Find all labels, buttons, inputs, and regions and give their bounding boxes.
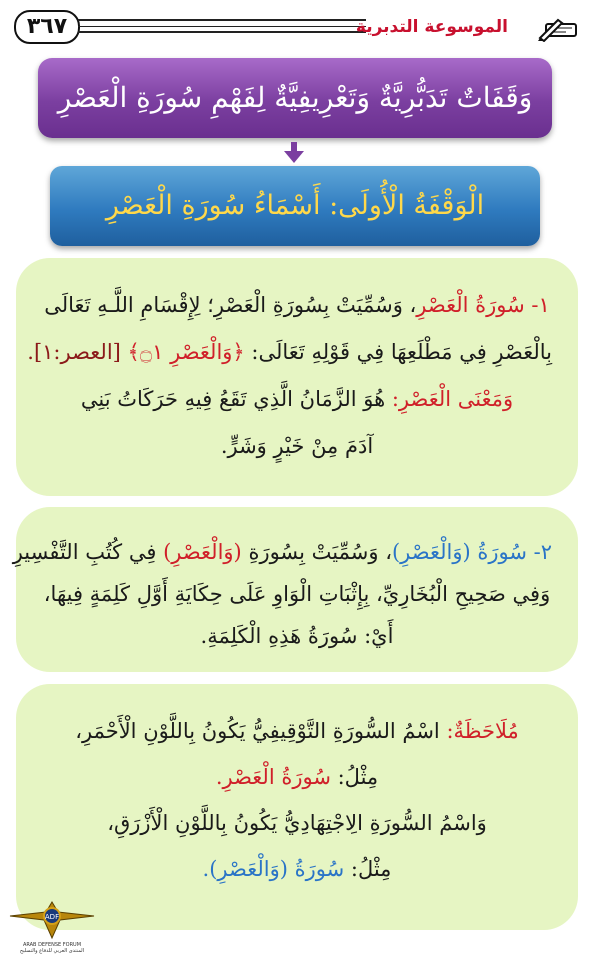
logo-text-ar: المنتدى العربي للدفاع والتسليح (19, 948, 85, 954)
forum-logo-icon (6, 898, 98, 942)
body-text: ، وَسُمِّيَتْ بِسُورَةِ (241, 540, 392, 564)
text-line (42, 376, 552, 423)
meaning-label: وَمَعْنَى الْعَصْرِ: (391, 387, 514, 411)
note-card (16, 684, 578, 930)
text-line (42, 708, 552, 754)
text-line (42, 754, 552, 800)
name-card-1 (16, 258, 578, 496)
body-text: بِالْعَصْرِ فِي مَطْلَعِهَا فِي قَوْلِهِ تَعَالَى: (244, 340, 552, 364)
text-line (27, 329, 552, 376)
body-text: آدَمَ مِنْ خَيْرٍ وَشَرٍّ. (220, 434, 374, 458)
name-card-2 (12, 507, 578, 672)
header-rule (78, 19, 366, 21)
surah-name-blue: سُورَةُ (وَالْعَصْرِ). (202, 857, 345, 881)
body-text: ، وَسُمِّيَتْ بِسُورَةِ الْعَصْرِ؛ لِإِقْسَامِ اللَّـهِ تَعَالَى (44, 293, 417, 317)
section-title-banner: الْوَقْفَةُ الْأُولَى: أَسْمَاءُ سُورَةِ الْعَصْرِ (50, 166, 540, 246)
header-rule (78, 26, 366, 27)
body-text: مِثْلُ: (344, 857, 392, 881)
text-line (42, 573, 552, 615)
body-text: وَفِي صَحِيحِ الْبُخَارِيِّ، بِإِثْبَاتِ الْوَاوِ عَلَى حِكَايَةِ أَوَّلِ كَلِمَةٍ فِيهَا، (43, 582, 551, 606)
page-header (0, 0, 596, 52)
surah-name-blue: ٢- سُورَةُ (وَالْعَصْرِ) (391, 540, 552, 564)
down-arrow-icon (284, 142, 304, 164)
body-text: اسْمُ السُّورَةِ التَّوْقِيفِيُّ يَكُونُ بِاللَّوْنِ الْأَحْمَرِ، (75, 719, 447, 743)
text-line (42, 846, 552, 892)
text-line (42, 423, 552, 470)
verse-reference: [العصر:١]. (27, 340, 121, 364)
body-text: هُوَ الزَّمَانُ الَّذِي تَقَعُ فِيهِ حَرَكَاتُ بَنِي (80, 387, 392, 411)
surah-name-red: (وَالْعَصْرِ) (163, 540, 242, 564)
logo-caption (6, 942, 98, 954)
logo-text-en: ARAB DEFENSE FORUM (22, 942, 82, 948)
surah-name-red: ١- سُورَةُ الْعَصْرِ (416, 293, 550, 317)
quran-verse: ﴿وَالْعَصْرِ ۝١﴾ (127, 340, 245, 364)
page-number: ٣٦٧ (14, 10, 80, 44)
text-line (42, 615, 552, 657)
text-line (42, 282, 552, 329)
pen-writing-icon (536, 14, 584, 42)
book-title: الموسوعة التدبرية (355, 17, 508, 37)
forum-logo (6, 898, 98, 960)
text-line (12, 531, 552, 573)
body-text: أَيْ: سُورَةُ هَذِهِ الْكَلِمَةِ. (200, 624, 394, 648)
body-text: مِثْلُ: (330, 765, 379, 789)
main-title-banner: وَقَفَاتٌ تَدَبُّرِيَّةٌ وَتَعْرِيفِيَّةٌ لِفَهْمِ سُورَةِ الْعَصْرِ (38, 58, 552, 138)
surah-name-red: سُورَةُ الْعَصْرِ. (215, 765, 331, 789)
header-rule (78, 31, 366, 33)
body-text: فِي كُتُبِ التَّفْسِيرِ (12, 540, 164, 564)
note-label: مُلَاحَظَةٌ: (446, 719, 519, 743)
text-line (42, 800, 552, 846)
body-text: وَاسْمُ السُّورَةِ الِاجْتِهَادِيُّ يَكُونُ بِاللَّوْنِ الْأَزْرَقِ، (107, 811, 487, 835)
svg-text:ADF: ADF (44, 913, 60, 921)
